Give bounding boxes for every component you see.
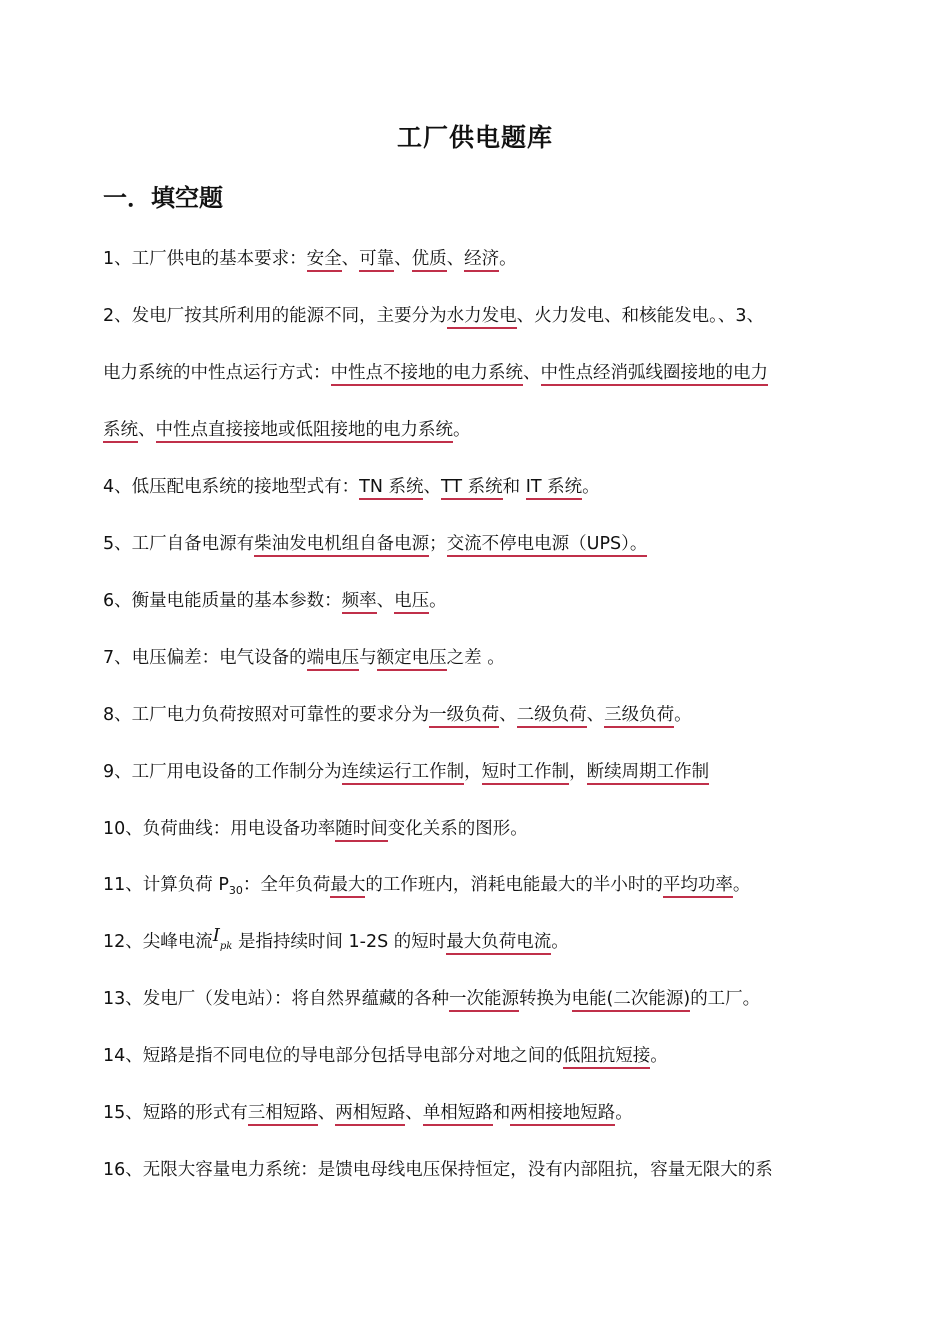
- question-13: 13、发电厂（发电站）：将自然界蕴藏的各种一次能源转换为电能(二次能源)的工厂。: [103, 987, 760, 1011]
- question-5: 5、工厂自备电源有柴油发电机组自备电源；交流不停电电源（UPS）。: [103, 532, 647, 556]
- answer-blank: 电能(二次能源): [572, 989, 691, 1012]
- answer-blank: 额定电压: [377, 648, 447, 671]
- question-10: 10、负荷曲线：用电设备功率随时间变化关系的图形。: [103, 817, 528, 841]
- answer-blank: 三级负荷: [604, 705, 674, 728]
- question-14: 14、短路是指不同电位的导电部分包括导电部分对地之间的低阻抗短接。: [103, 1044, 668, 1068]
- answer-blank: 频率: [342, 591, 377, 614]
- answer-blank: 端电压: [307, 648, 360, 671]
- question-12: 12、尖峰电流Ipk 是指持续时间 1-2S 的短时最大负荷电流。: [103, 930, 569, 957]
- answer-blank: 一级负荷: [429, 705, 499, 728]
- answer-blank: 优质: [412, 249, 447, 272]
- question-3-cont: 系统、中性点直接接地或低阻接地的电力系统。: [103, 418, 471, 442]
- answer-blank: 二级负荷: [517, 705, 587, 728]
- answer-blank: 两相短路: [335, 1103, 405, 1126]
- answer-blank: 中性点直接接地或低阻接地的电力系统: [156, 420, 454, 443]
- question-3: 电力系统的中性点运行方式：中性点不接地的电力系统、中性点经消弧线圈接地的电力: [103, 361, 768, 385]
- answer-blank: 水力发电: [447, 306, 517, 329]
- answer-blank: TT 系统: [441, 477, 503, 500]
- section-heading: 一．填空题: [103, 184, 223, 212]
- answer-blank: 低阻抗短接: [563, 1046, 651, 1069]
- answer-blank: 三相短路: [248, 1103, 318, 1126]
- answer-blank: 系统: [103, 420, 138, 443]
- question-15: 15、短路的形式有三相短路、两相短路、单相短路和两相接地短路。: [103, 1101, 633, 1125]
- answer-blank: 柴油发电机组自备电源: [254, 534, 429, 557]
- answer-blank: 断续周期工作制: [587, 762, 710, 785]
- question-4: 4、低压配电系统的接地型式有：TN 系统、TT 系统和 IT 系统。: [103, 475, 600, 499]
- answer-blank: 经济: [464, 249, 499, 272]
- answer-blank: 平均功率: [663, 875, 733, 898]
- answer-blank: 最大: [330, 875, 365, 898]
- answer-blank: TN 系统: [359, 477, 423, 500]
- question-1: 1、工厂供电的基本要求：安全、可靠、优质、经济。: [103, 247, 517, 271]
- answer-blank: 安全: [307, 249, 342, 272]
- answer-blank: 随时间: [335, 819, 388, 842]
- question-8: 8、工厂电力负荷按照对可靠性的要求分为一级负荷、二级负荷、三级负荷。: [103, 703, 692, 727]
- peak-current-symbol: Ipk: [212, 925, 233, 952]
- answer-blank: 电压: [394, 591, 429, 614]
- answer-blank: 中性点经消弧线圈接地的电力: [541, 363, 769, 386]
- question-7: 7、电压偏差：电气设备的端电压与额定电压之差 。: [103, 646, 505, 670]
- question-9: 9、工厂用电设备的工作制分为连续运行工作制，短时工作制，断续周期工作制: [103, 760, 709, 784]
- answer-blank: 两相接地短路: [510, 1103, 615, 1126]
- answer-blank: 连续运行工作制: [342, 762, 465, 785]
- page-title: 工厂供电题库: [396, 123, 553, 152]
- answer-blank: 一次能源: [449, 989, 519, 1012]
- question-11: 11、计算负荷 $P_{30}$：全年负荷最大的工作班内，消耗电能最大的半小时的平均功率。: [103, 875, 751, 897]
- question-16: 16、无限大容量电力系统：是馈电母线电压保持恒定，没有内部阻抗，容量无限大的系: [103, 1160, 773, 1180]
- question-2: 2、发电厂按其所利用的能源不同，主要分为水力发电、火力发电、和核能发电。、3、: [103, 304, 764, 328]
- question-6: 6、衡量电能质量的基本参数：频率、电压。: [103, 589, 447, 613]
- answer-blank: 交流不停电电源（UPS）。: [447, 534, 648, 557]
- answer-blank: 单相短路: [423, 1103, 493, 1126]
- answer-blank: 中性点不接地的电力系统: [331, 363, 524, 386]
- answer-blank: 短时工作制: [482, 762, 570, 785]
- answer-blank: 最大负荷电流: [446, 932, 551, 955]
- answer-blank: 可靠: [359, 249, 394, 272]
- answer-blank: IT 系统: [526, 477, 582, 500]
